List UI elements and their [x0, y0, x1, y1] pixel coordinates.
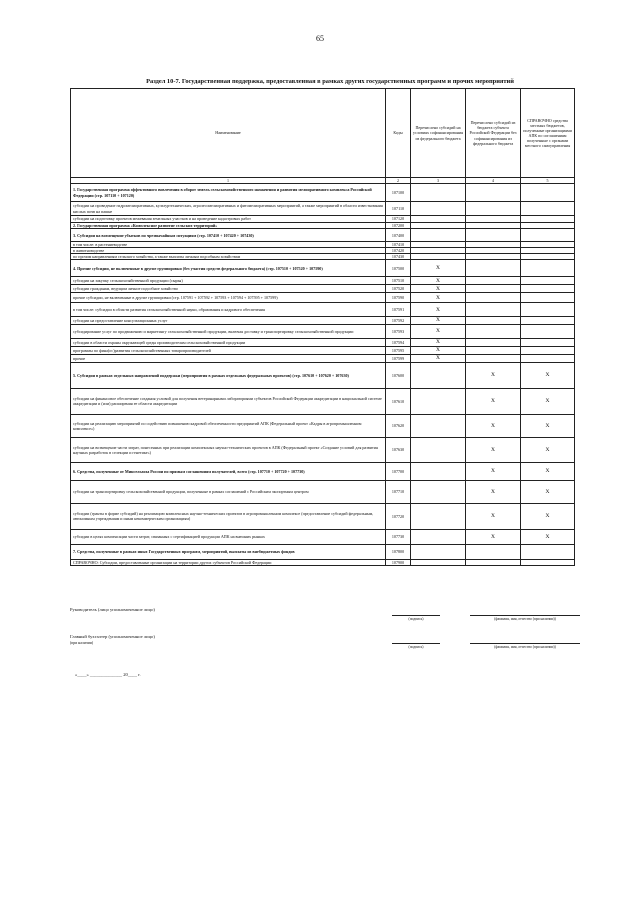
- table-row: [71, 559, 575, 565]
- row-code: 107593: [386, 325, 411, 339]
- row-col5: [521, 355, 575, 363]
- row-col3: X: [411, 325, 466, 339]
- row-name: прочие: [71, 355, 386, 363]
- row-code: 107599: [386, 355, 411, 363]
- header-col3: Перечислено субсидий на условиях софинансирования из федерального бюджета: [411, 89, 466, 178]
- row-code: 107595: [386, 347, 411, 355]
- row-col4: [466, 229, 521, 242]
- table-row: [71, 544, 575, 559]
- row-col3: [411, 414, 466, 437]
- row-col4: [466, 355, 521, 363]
- table-row: [71, 184, 575, 202]
- row-col5: [521, 347, 575, 355]
- row-col5: [521, 277, 575, 285]
- row-col4: [466, 202, 521, 216]
- row-name: 3. Субсидии на возмещение убытков по чрезвычайным ситуациям (стр. 107410 + 107420 + 107430): [71, 229, 386, 242]
- row-name: субсидии на реализацию мероприятий по содействию повышению кадровой обеспеченности предприятий АПК (Федеральный проект «Кадры в агропромышленном комплексе»): [71, 414, 386, 437]
- table-row: [71, 339, 575, 347]
- row-col3: X: [411, 317, 466, 325]
- row-col5: [521, 325, 575, 339]
- row-col5: [521, 303, 575, 317]
- row-code: 107120: [386, 216, 411, 223]
- head-signature-label: Руководитель (лицо уполномоченное лицо): [70, 607, 155, 612]
- row-name: субсидии на проведение гидромелиоративных, культуртехнических, агролесомелиоративных и фитомелиоративных мероприятий, а также мероприятий в области известкования кислых почв на пашне: [71, 202, 386, 216]
- row-col5: X: [521, 414, 575, 437]
- row-col3: [411, 559, 466, 565]
- row-col3: X: [411, 285, 466, 293]
- column-number: 5: [521, 178, 575, 184]
- chief-signature-label: Главный бухгалтер (уполномоченное лицо): [70, 634, 155, 639]
- row-code: 107400: [386, 229, 411, 242]
- row-name: 2. Государственная программа «Комплексное развитие сельских территорий»: [71, 223, 386, 229]
- row-col5: [521, 202, 575, 216]
- row-code: 107620: [386, 414, 411, 437]
- table-row: [71, 229, 575, 242]
- row-name: 4. Прочие субсидии, не включенные в другие группировки (без участия средств федерального бюджета) (стр. 107510 + 107520 + 107590): [71, 260, 386, 277]
- row-col3: [411, 480, 466, 503]
- table-row: [71, 317, 575, 325]
- date-line: «____» ______________ 20____ г.: [75, 672, 141, 677]
- column-number: 1: [71, 178, 386, 184]
- row-col4: [466, 544, 521, 559]
- row-code: 107520: [386, 285, 411, 293]
- row-code: 107800: [386, 544, 411, 559]
- row-code: 107900: [386, 559, 411, 565]
- row-col5: [521, 293, 575, 303]
- row-col4: X: [466, 414, 521, 437]
- column-number: 2: [386, 178, 411, 184]
- chief-sign-caption: (подпись): [408, 645, 424, 649]
- row-col4: X: [466, 503, 521, 529]
- row-code: 107720: [386, 503, 411, 529]
- chief-name-line: [470, 643, 580, 644]
- row-name: СПРАВОЧНО: Субсидии, предоставленные организации на территории других субъектов Российской Федерации: [71, 559, 386, 565]
- row-col3: [411, 462, 466, 480]
- row-name: в том числе: в растениеводстве: [71, 242, 386, 248]
- row-col5: X: [521, 462, 575, 480]
- table-row: [71, 355, 575, 363]
- table-row: [71, 437, 575, 462]
- row-col4: [466, 216, 521, 223]
- row-code: 107430: [386, 254, 411, 260]
- row-col4: [466, 303, 521, 317]
- row-col4: X: [466, 388, 521, 414]
- row-col4: X: [466, 462, 521, 480]
- row-name: субсидирование услуг по продвижению и маркетингу сельскохозяйственной продукции, включая доставку и транспортировку сельскохозяйственной продукции: [71, 325, 386, 339]
- row-name: прочие субсидии, не включенные в другие группировки (стр. 107591 + 107592 + 107593 + 107594 + 107595 + 107599): [71, 293, 386, 303]
- row-col3: X: [411, 303, 466, 317]
- table-row: [71, 503, 575, 529]
- row-col3: X: [411, 260, 466, 277]
- row-col4: [466, 293, 521, 303]
- row-col3: [411, 544, 466, 559]
- row-col4: [466, 325, 521, 339]
- table-row: [71, 216, 575, 223]
- row-code: 107592: [386, 317, 411, 325]
- row-col4: X: [466, 437, 521, 462]
- header-code: Коды: [386, 89, 411, 178]
- row-col3: [411, 437, 466, 462]
- row-code: 107590: [386, 293, 411, 303]
- row-col3: X: [411, 355, 466, 363]
- row-code: 107700: [386, 462, 411, 480]
- head-sign-caption: (подпись): [408, 617, 424, 621]
- row-name: субсидии (гранты в форме субсидий) на реализацию комплексных научно-технических проектов в агропромышленном комплексе (предоставление субсидий федеральным, автономным учреждениям и иным некоммерческим организациям): [71, 503, 386, 529]
- row-code: 107110: [386, 202, 411, 216]
- row-name: субсидии на закупку сельскохозяйственной продукции (сырья): [71, 277, 386, 285]
- row-col3: X: [411, 347, 466, 355]
- row-col4: [466, 339, 521, 347]
- table-row: [71, 293, 575, 303]
- table-header-row: [71, 89, 575, 178]
- row-col3: X: [411, 277, 466, 285]
- row-col3: [411, 503, 466, 529]
- table-row: [71, 347, 575, 355]
- row-name: программы по фина(ос)развития сельскохозяйственных товаропроизводителей: [71, 347, 386, 355]
- row-code: 107610: [386, 388, 411, 414]
- row-col5: X: [521, 388, 575, 414]
- row-code: 107600: [386, 362, 411, 388]
- table-row: [71, 202, 575, 216]
- row-name: по прочим направлениям сельского хозяйства, а также выплаты личным подсобным хозяйствам: [71, 254, 386, 260]
- row-code: 107100: [386, 184, 411, 202]
- row-code: 107591: [386, 303, 411, 317]
- row-name: 7. Средства, полученные в рамках иных Государственных программ, мероприятий, выплаты из внебюджетных фондов: [71, 544, 386, 559]
- header-col5: СПРАВОЧНО средства местных бюджетов, полученные организациями АПК по соглашениям полученные с органами местного самоуправления: [521, 89, 575, 178]
- row-col4: [466, 317, 521, 325]
- row-code: 107630: [386, 437, 411, 462]
- row-col5: [521, 339, 575, 347]
- row-name: субсидии на возмещение части затрат, понесенных при реализации комплексных научно-технических проектов в АПК (Федеральный проект «Создание условий для развития научных разработок в селекции и генетике»): [71, 437, 386, 462]
- row-name: субсидии на транспортировку сельскохозяйственной продукции, полученные в рамках соглашений с Российским экспортным центром: [71, 480, 386, 503]
- row-name: 6. Средства, полученные от Минсельхоза России по прямым соглашениям получателей, всего (стр. 107710 + 107720 + 107730): [71, 462, 386, 480]
- row-col3: [411, 529, 466, 544]
- header-col4: Перечислено субсидий из бюджета субъекта Российской Федерации без софинансирования из федерального бюджета: [466, 89, 521, 178]
- row-name: субсидии на финансовое обеспечение создания условий для получения ветеринарными лабораториями субъектов Российской Федерации аккредитации в национальной системе аккредитации и (или) расширения ее области аккредитации: [71, 388, 386, 414]
- table-row: [71, 260, 575, 277]
- chief-sign-line: [392, 643, 440, 644]
- row-col3: [411, 202, 466, 216]
- table-row: [71, 529, 575, 544]
- row-col5: X: [521, 362, 575, 388]
- row-code: 107200: [386, 223, 411, 229]
- row-col4: [466, 285, 521, 293]
- row-name: субсидии на подготовку проектов межевания земельных участков и на проведение кадастровых работ: [71, 216, 386, 223]
- table-row: [71, 325, 575, 339]
- row-col5: [521, 317, 575, 325]
- row-code: 107510: [386, 277, 411, 285]
- row-col5: [521, 544, 575, 559]
- row-code: 107594: [386, 339, 411, 347]
- row-code: 107410: [386, 242, 411, 248]
- table-row: [71, 362, 575, 388]
- row-code: 107500: [386, 260, 411, 277]
- table-row: [71, 285, 575, 293]
- head-name-caption: (фамилия, имя, отчество (при наличии)): [494, 617, 556, 621]
- row-name: субсидии на предоставление консультационных услуг: [71, 317, 386, 325]
- head-sign-line: [392, 615, 440, 616]
- row-col5: [521, 559, 575, 565]
- row-name: субсидии в области охраны окружающей среды производителям сельскохозяйственной продукции: [71, 339, 386, 347]
- section-title: Раздел 10-7. Государственная поддержка, предоставленная в рамках других государственных программ и прочих мероприятий: [146, 78, 514, 85]
- row-col4: X: [466, 529, 521, 544]
- support-table: [70, 88, 575, 566]
- row-col4: [466, 277, 521, 285]
- header-name: Наименование: [71, 89, 386, 178]
- row-col4: [466, 347, 521, 355]
- page-number: 65: [316, 34, 324, 43]
- row-col4: X: [466, 362, 521, 388]
- row-col4: X: [466, 480, 521, 503]
- row-code: 107420: [386, 248, 411, 254]
- row-col5: [521, 184, 575, 202]
- row-col3: X: [411, 339, 466, 347]
- row-col3: [411, 362, 466, 388]
- row-col5: X: [521, 480, 575, 503]
- row-name: субсидии в целях компенсации части затрат, связанных с сертификацией продукции АПК на внешних рынках: [71, 529, 386, 544]
- row-col5: [521, 229, 575, 242]
- row-col5: X: [521, 503, 575, 529]
- row-code: 107730: [386, 529, 411, 544]
- chief-name-caption: (фамилия, имя, отчество (при наличии)): [494, 645, 556, 649]
- row-col4: [466, 184, 521, 202]
- row-col5: [521, 216, 575, 223]
- row-col5: X: [521, 437, 575, 462]
- head-name-line: [470, 615, 580, 616]
- row-col4: [466, 559, 521, 565]
- row-col5: X: [521, 529, 575, 544]
- table-row: [71, 303, 575, 317]
- table-row: [71, 388, 575, 414]
- table-row: [71, 462, 575, 480]
- row-code: 107710: [386, 480, 411, 503]
- row-col3: [411, 184, 466, 202]
- row-name: 5. Субсидии в рамках отдельных направлений поддержки (мероприятия в рамках отдельных федеральных проектов) (стр. 107610 + 107620 + 107630): [71, 362, 386, 388]
- table-row: [71, 277, 575, 285]
- row-col5: [521, 285, 575, 293]
- row-col5: [521, 260, 575, 277]
- row-col3: [411, 388, 466, 414]
- row-col4: [466, 260, 521, 277]
- table-row: [71, 480, 575, 503]
- row-name: 1. Государственная программа эффективного вовлечения в оборот земель сельскохозяйственного назначения и развития мелиоративного комплекса Российской Федерации (стр. 107110 + 107120): [71, 184, 386, 202]
- row-name: субсидии гражданам, ведущим личное подсобное хозяйство: [71, 285, 386, 293]
- table-row: [71, 414, 575, 437]
- row-col3: X: [411, 293, 466, 303]
- row-col3: [411, 216, 466, 223]
- row-name: в животноводстве: [71, 248, 386, 254]
- row-col3: [411, 229, 466, 242]
- chief-signature-sub: (при наличии): [70, 641, 94, 645]
- column-number: 3: [411, 178, 466, 184]
- column-number: 4: [466, 178, 521, 184]
- row-name: в том числе: субсидии в области развития сельскохозяйственной науки, образования и кадрового обеспечения: [71, 303, 386, 317]
